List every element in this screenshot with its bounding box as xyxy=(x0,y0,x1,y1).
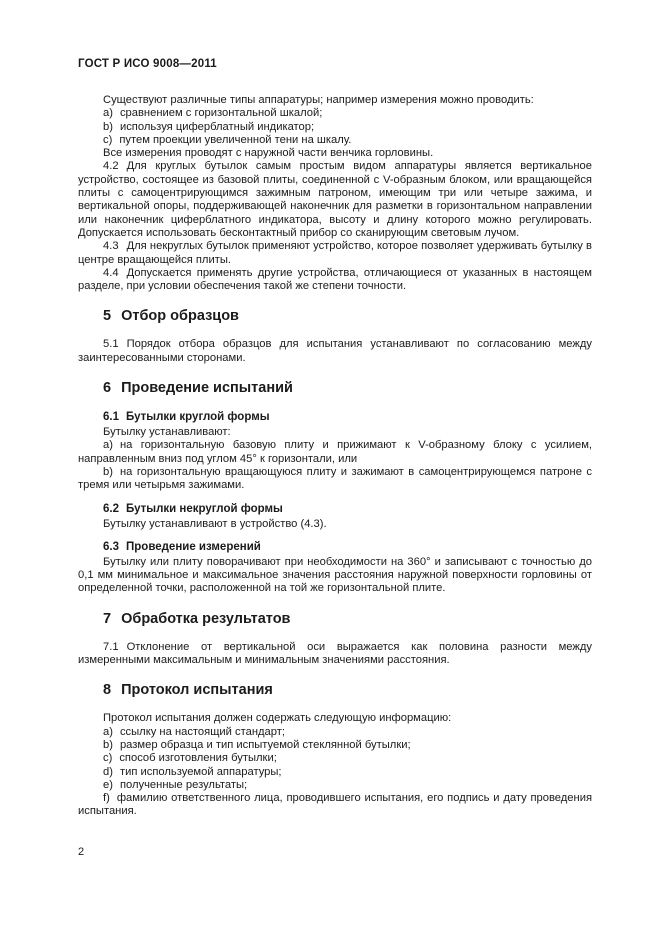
list-marker: d) xyxy=(103,765,113,778)
clause-7-1-paragraph xyxy=(78,641,592,668)
clause-4-3-paragraph xyxy=(78,240,592,267)
list-marker: b) xyxy=(103,120,113,133)
clause-number: 5.1 xyxy=(103,338,119,351)
list-item-text: размер образца и тип испытуемой стеклянной бутылки; xyxy=(119,738,411,751)
page-number: 2 xyxy=(78,846,85,858)
section-8-heading xyxy=(78,682,592,699)
section-title: Отбор образцов xyxy=(121,308,239,325)
list-item-text: ссылку на настоящий стандарт; xyxy=(119,725,285,738)
section-title: Проведение испытаний xyxy=(121,380,293,397)
clause-text: Допускается применять другие устройства, отличающиеся от указанных в настоящем разделе, при условии обеспечения такой же степени точности. xyxy=(78,266,592,293)
list-item-text: используя циферблатный индикатор; xyxy=(119,120,315,133)
subsection-title: Бутылки некруглой формы xyxy=(126,502,283,515)
subsection-number: 6.2 xyxy=(103,502,119,515)
list-item-text: на горизонтальную вращающуюся плиту и зажимают в самоцентрирующемся патроне с тремя или четырьмя зажимами. xyxy=(78,465,592,492)
subsection-number: 6.1 xyxy=(103,411,119,424)
subsection-6-1-heading xyxy=(78,410,592,424)
clause-8-list-item-a xyxy=(78,726,592,739)
clause-6-1-list-item-a xyxy=(78,439,592,466)
list-item-text: сравнением с горизонтальной шкалой; xyxy=(119,107,323,120)
subsection-6-3-heading xyxy=(78,540,592,554)
list-marker: b) xyxy=(103,465,113,478)
section-6-heading xyxy=(78,380,592,397)
clause-text: Для круглых бутылок самым простым видом аппаратуры является вертикальное устройство, состоящее из базовой плиты, соединенной с V-образным блоком, или вращающейся плиты с самоцентрирующимся зажимным патроном, имеющим три или четыре зажима, и вертикальной опоры, поддерживающей наконечник для разметки в горизонтальном направлении или наконечник циферблатного индикатора, высоту и длину которого можно регулировать. Допускается использовать бесконтактный прибор со сканирующим световым лучом. xyxy=(78,160,592,239)
list-item-text: способ изготовления бутылки; xyxy=(119,752,277,765)
section-7-heading xyxy=(78,611,592,628)
clause-4-4-paragraph xyxy=(78,267,592,294)
clause-number: 4.3 xyxy=(103,240,119,253)
list-marker: b) xyxy=(103,738,113,751)
intro-lead-paragraph: Существуют различные типы аппаратуры; например измерения можно проводить: xyxy=(103,94,534,106)
clause-8-list-item-f xyxy=(78,792,592,819)
clause-6-1-list-item-b xyxy=(78,466,592,493)
subsection-number: 6.3 xyxy=(103,540,119,553)
list-marker: f) xyxy=(103,792,110,805)
section-number: 5 xyxy=(103,308,112,325)
clause-8-list-item-d xyxy=(78,766,592,779)
list-item-text: тип используемой аппаратуры; xyxy=(119,765,282,778)
list-item-text: фамилию ответственного лица, проводившего испытания, его подпись и дату проведения испытания. xyxy=(78,792,592,818)
section-number: 7 xyxy=(103,610,112,627)
clause-4-2-paragraph xyxy=(78,160,592,240)
section-title: Обработка результатов xyxy=(121,610,291,627)
subsection-title: Бутылки круглой формы xyxy=(126,411,270,424)
list-marker: a) xyxy=(103,439,113,452)
list-item-text: на горизонтальную базовую плиту и прижимают к V-образному блоку с усилием, направленным вниз под углом 45° к горизонтали, или xyxy=(78,439,592,465)
list-item-text: полученные результаты; xyxy=(119,778,248,791)
document-content xyxy=(78,57,592,819)
section-5-heading xyxy=(78,308,592,325)
intro-note-paragraph: Все измерения проводят с наружной части венчика горловины. xyxy=(103,147,434,160)
clause-number: 4.4 xyxy=(103,266,119,279)
clause-6-2-paragraph: Бутылку устанавливают в устройство (4.3). xyxy=(103,517,327,530)
clause-number: 4.2 xyxy=(103,160,119,173)
list-marker: c) xyxy=(103,752,113,765)
clause-text: Отклонение от вертикальной оси выражается как половина разности между измеренными максимальным и минимальным значениями расстояния. xyxy=(78,640,592,667)
intro-list-item-c xyxy=(78,134,592,147)
subsection-6-2-heading xyxy=(78,502,592,516)
subsection-title: Проведение измерений xyxy=(126,540,261,553)
list-marker: e) xyxy=(103,778,113,791)
clause-number: 7.1 xyxy=(103,640,119,653)
clause-8-list-item-b xyxy=(78,739,592,752)
section-number: 8 xyxy=(103,682,112,699)
list-marker: a) xyxy=(103,107,113,120)
list-marker: a) xyxy=(103,725,113,738)
clause-8-lead-paragraph: Протокол испытания должен содержать следующую информацию: xyxy=(103,712,452,725)
clause-text: Порядок отбора образцов для испытания устанавливают по согласованию между заинтересованными сторонами. xyxy=(78,338,592,364)
list-marker: c) xyxy=(103,133,113,146)
intro-list-item-a xyxy=(78,107,592,120)
list-item-text: путем проекции увеличенной тени на шкалу. xyxy=(119,133,352,146)
clause-8-list-item-c xyxy=(78,752,592,765)
section-title: Протокол испытания xyxy=(121,682,273,699)
clause-8-list-item-e xyxy=(78,779,592,792)
clause-5-1-paragraph xyxy=(78,338,592,365)
document-header: ГОСТ Р ИСО 9008—2011 xyxy=(78,58,217,70)
clause-text: Для некруглых бутылок применяют устройство, которое позволяет удерживать бутылку в центре вращающейся плиты. xyxy=(78,240,592,266)
section-number: 6 xyxy=(103,380,112,397)
clause-6-1-lead-paragraph: Бутылку устанавливают: xyxy=(103,426,231,439)
clause-6-3-paragraph: Бутылку или плиту поворачивают при необходимости на 360° и записывают с точностью до 0,1 мм минимальное и максимальное значения расстояния наружной поверхности горловины от определенной точки, расположенной на той же горизонтальной плите. xyxy=(78,555,592,595)
intro-list-item-b xyxy=(78,121,592,134)
